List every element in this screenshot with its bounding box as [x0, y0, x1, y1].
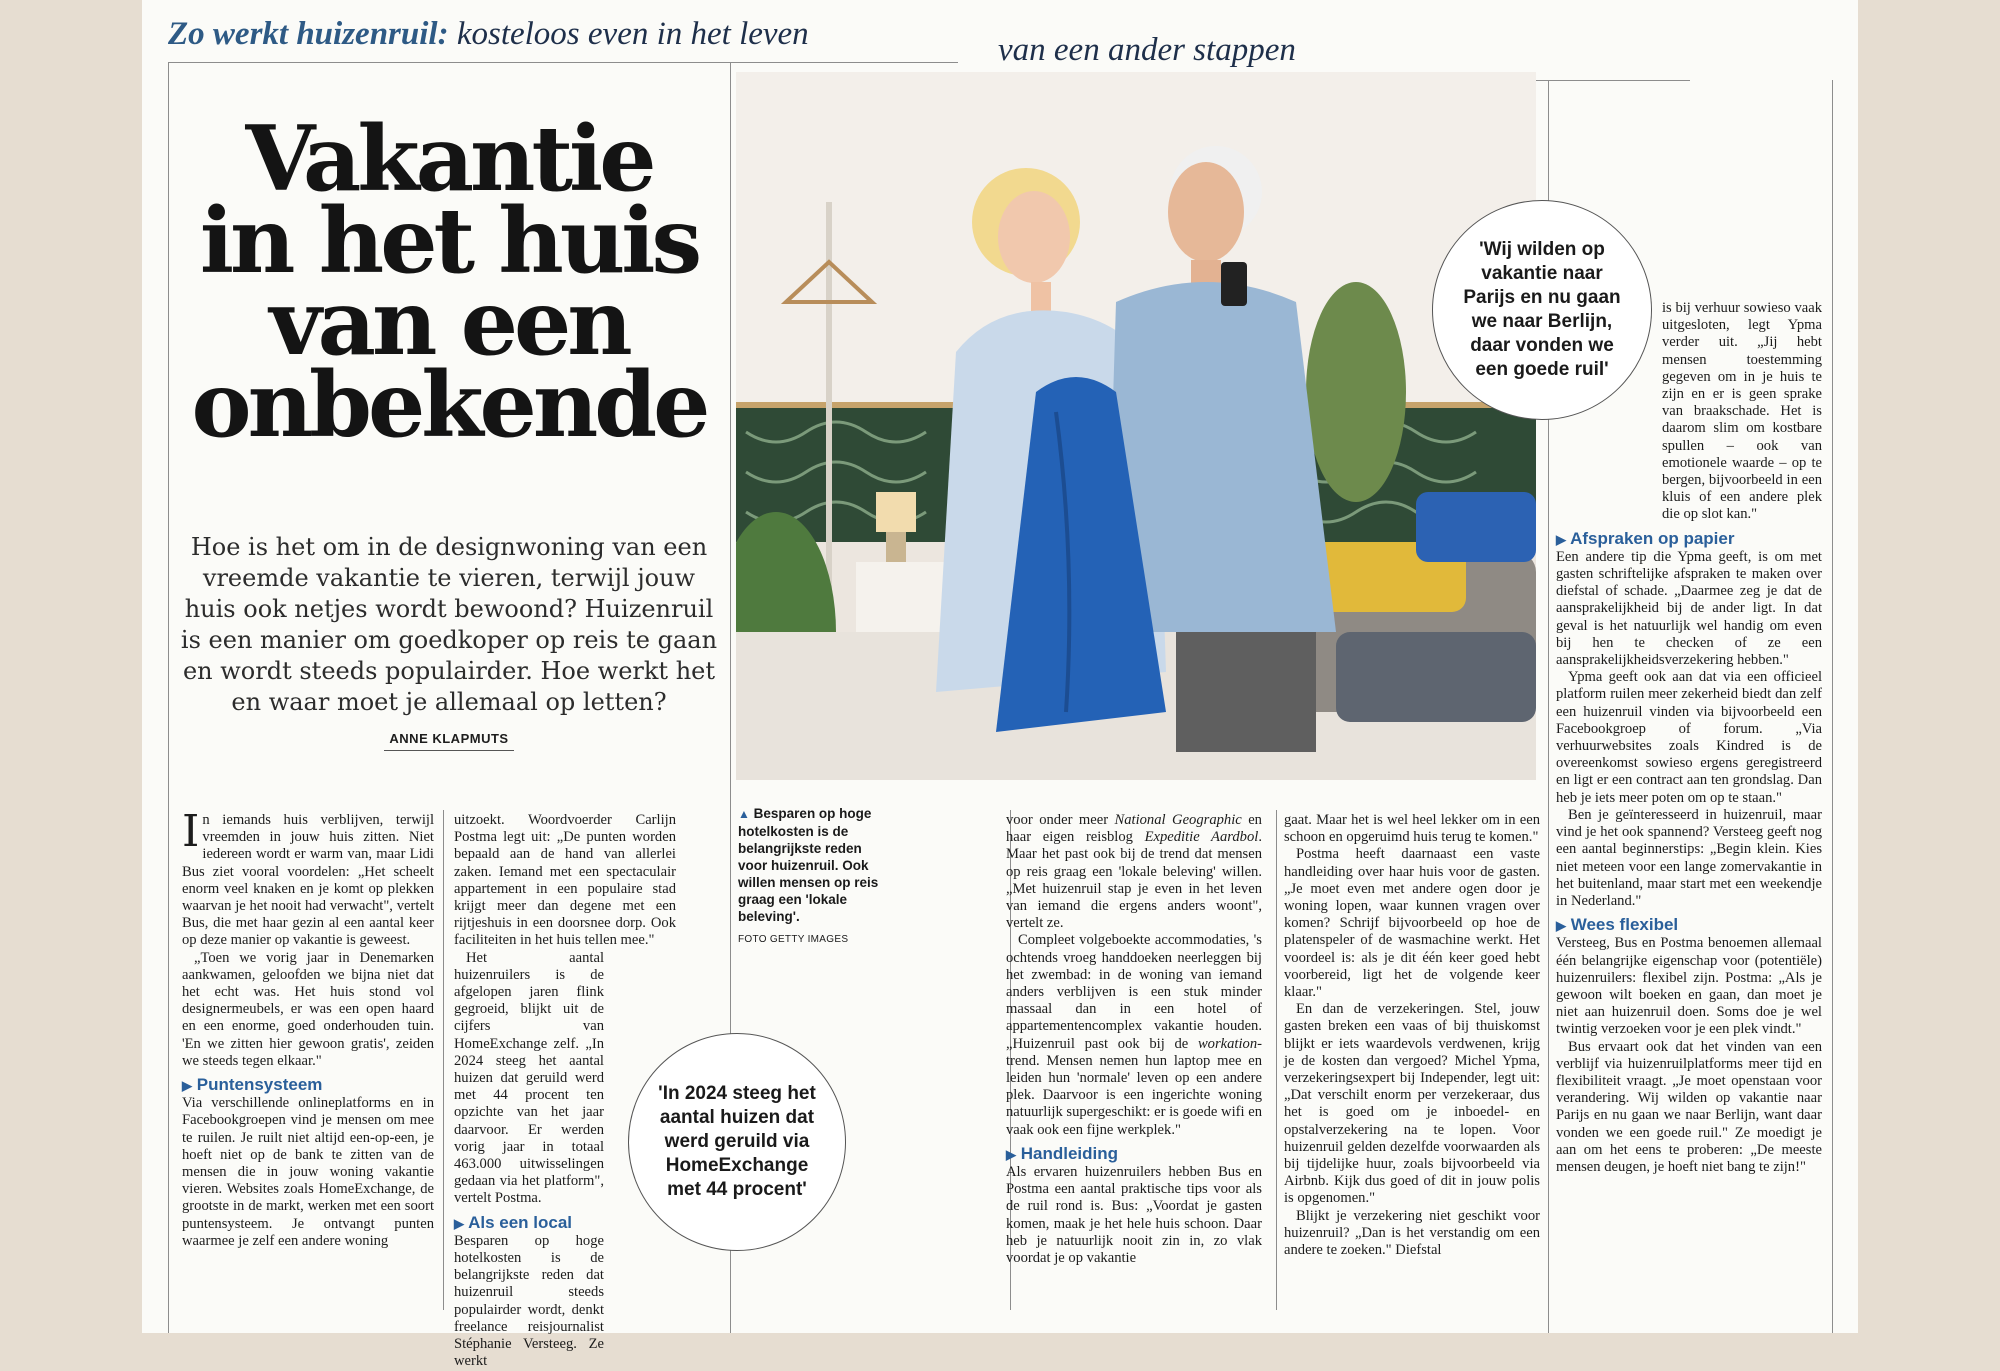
col4-paragraph-2: Postma heeft daarnaast een vaste handleiding over haar huis voor de gasten. „Je moet even met andere ogen door je woning lopen, waar kunnen vragen over komen? Schrijf bijvoorbeeld op hoe de platenspeler of de wasmachine werkt. Het voordeel is: als je dit één keer goed hebt voorbereid, ligt het de volgende keer klaar." — [1284, 846, 1540, 1001]
pull-quote-2-text: 'In 2024 steeg het aantal huizen dat werd geruild via HomeExchange met 44 procent' — [658, 1083, 816, 1200]
text-column-4 — [1284, 812, 1540, 1259]
col3-p2-part-b: -trend. Mensen nemen hun laptop mee en leiden hun 'normale' leven op een andere plek. Daarvoor is een ingerichte woning natuurlijk supergeschikt: er is goede wifi en vaak ook een fijne werkplek." — [1006, 1035, 1262, 1138]
article-photo — [736, 72, 1536, 780]
headline — [176, 106, 722, 458]
top-rule-left — [168, 62, 958, 63]
kicker-continued: van een ander stappen — [998, 32, 1296, 68]
col3-paragraph-1 — [1006, 812, 1262, 932]
text-divider-a — [443, 810, 444, 1310]
col4-paragraph-3: En dan de verzekeringen. Stel, jouw gasten breken een vaas of bij thuiskomst blijkt er iets waardevols verdwenen, krijg je de kosten dan vergoed? Michel Ypma, verzekeringsexpert bij Independer, legt uit: „Dat verschilt enorm per verzekeraar, dus het is goed om je inboedel- en opstalverzekering na te lopen. Voor huizenruil gelden dezelfde voorwaarden als bij tijdelijke huur, zoals bijvoorbeeld via Airbnb. Kijk dus goed of dit in jouw polis is opgenomen." — [1284, 1001, 1540, 1207]
col3-p2-emphasis: workation — [1197, 1035, 1258, 1052]
newspaper-page — [142, 0, 1858, 1370]
kicker-rest: kosteloos even in het leven — [448, 16, 809, 52]
text-column-5 — [1556, 300, 1822, 1176]
col1-paragraph-2: „Toen we vorig jaar in Denemarken aankwamen, geloofden we bijna niet dat het echt was. Het huis stond vol designermeubels, er was een open haard en een enorme, goed onderhouden tuin. 'En we zitten hier gewoon gratis', zeiden we steeds tegen elkaar." — [182, 949, 434, 1069]
text-divider-c — [1276, 810, 1277, 1310]
col5-paragraph-6: Bus ervaart ook dat het vinden van een verblijf via huizenruilplatforms meer tijd en flexibiliteit vraagt. „Je moet openstaan voor verandering. Wij wilden op vakantie naar Parijs en nu gaan we naar Berlijn, want daar vonden we een goede ruil." Ze moedigt je aan om het eens te proberen: „De meeste mensen deugen, je hoeft niet bang te zijn!" — [1556, 1038, 1822, 1175]
subhead-triangle-icon: ▶ — [1006, 1146, 1016, 1162]
headline-line-1: Vakantie — [245, 106, 653, 212]
col2-paragraph-2: Het aantal huizenruilers is de afgelopen jaren flink gegroeid, blijkt uit de cijfers van HomeExchange zelf. „In 2024 steeg het aantal huizen dat geruild werd met 44 procent ten opzichte van het jaar daarvoor. Er werden vorig jaar in totaal 463.000 uitwisselingen gedaan via het platform", vertelt Postma. — [454, 949, 604, 1207]
col2-paragraph-3: Besparen op hoge hotelkosten is de belangrijkste reden dat huizenruil steeds populairder wordt, denkt freelance reisjournalist Stéphanie Versteeg. Ze werkt — [454, 1232, 604, 1370]
col5-paragraph-1: is bij verhuur sowieso vaak uitgesloten, legt Ypma verder uit. „Jij hebt mensen toestemming gegeven om in je huis te zijn en er is geen sprake van braakschade. Het is daarom slim om kostbare spullen – ook van emotionele waarde – op te bergen, bijvoorbeeld in een kluis of een andere plek die op slot kan." — [1662, 300, 1822, 523]
headline-line-3: van een — [269, 270, 629, 376]
subhead-triangle-icon: ▶ — [1556, 531, 1566, 547]
col1-paragraph-1: n iemands huis verblijven, terwijl vreemden in jouw huis zitten. Niet iedereen wordt er warm van, maar Lidi Bus ziet vooral voordelen: „Het scheelt enorm veel knaken en je komt op plekken waarvan je het nooit had verwacht", vertelt Bus, die met haar gezin al een aantal keer op deze manier op vakantie is geweest. — [182, 812, 434, 949]
col5-paragraph-3: Ypma geeft ook aan dat via een officieel platform ruilen meer zekerheid biedt dan zelf een huizenruil vinden via bijvoorbeeld een Facebookgroep of forum. „Via verhuurwebsites zoals Kindred is de overeenkomst sowieso ergens geregistreerd en ligt er een contract aan ten grondslag. Dan heb je iets meer poten om op te staan." — [1556, 669, 1822, 806]
col2-paragraph-1: uitzoekt. Woordvoerder Carlijn Postma legt uit: „De punten worden bepaald aan de hand van allerlei zaken. Iemand met een spectaculair appartement in een populaire stad krijgt meer dan degene met een rijtjeshuis in een doorsnee dorp. Ook faciliteiten in het huis tellen mee." — [454, 812, 676, 949]
caption-triangle-icon: ▲ — [738, 807, 750, 821]
drop-cap: I — [182, 806, 200, 857]
col3-p1-part-c: . Maar het past ook bij de trend dat mensen op reis graag een 'lokale beleving' willen. „Met huizenruil stap je even in het leven van iemand die ergens anders woont", vertelt ze. — [1006, 829, 1262, 932]
col3-p2-part-a: Compleet volgeboekte accommodaties, 's ochtends vroeg handdoeken neerleggen bij het zwembad: in de woning van iemand anders verblijven is een stuk minder massaal dan in een hotel of appartementencomplex vakantie houden. „Huizenruil past ook bij de — [1006, 932, 1262, 1052]
kicker — [168, 16, 809, 53]
col3-p1-emphasis-2: Expeditie Aardbol — [1144, 829, 1259, 846]
col4-paragraph-4: Blijkt je verzekering niet geschikt voor huizenruil? „Dan is het verstandig om een andere te zoeken." Diefstal — [1284, 1207, 1540, 1259]
photo-credit: FOTO GETTY IMAGES — [738, 934, 849, 945]
subhead-puntensysteem-text: Puntensysteem — [196, 1075, 323, 1095]
col3-p1-part-b: en haar eigen reisblog — [1006, 812, 1262, 846]
byline: ANNE KLAPMUTS — [384, 731, 514, 751]
subhead-triangle-icon: ▶ — [454, 1215, 464, 1231]
col3-p1-emphasis-1: National Geographic — [1114, 812, 1242, 828]
col5-paragraph-4: Ben je geïnteresseerd in huizenruil, maar vind je het ook spannend? Versteeg geeft nog een aantal beginnerstips: „Begin klein. Kies niet meteen voor een lange zomervakantie in het buitenland, maar start met een weekendje in Nederland." — [1556, 806, 1822, 909]
subhead-puntensysteem — [182, 1076, 434, 1094]
subhead-triangle-icon: ▶ — [182, 1078, 192, 1094]
kicker-bold: Zo werkt huizenruil: — [168, 16, 449, 52]
intro-text: Hoe is het om in de designwoning van een vreemde vakantie te vieren, terwijl jouw huis ook netjes wordt bewoond? Huizenruil is een manier om goedkoper op reis te gaan en wordt steeds populairder. Hoe werkt het en waar moet je allemaal op letten? — [180, 533, 718, 716]
subhead-handleiding-text: Handleiding — [1020, 1143, 1119, 1163]
col5-paragraph-5: Versteeg, Bus en Postma benoemen allemaal één belangrijke eigenschap voor (potentiële) huizenruilers: flexibel zijn. Postma: „Als je gewoon wilt boeken en gaan, dan moet je niet aan huizenruil doen. Soms doe je wel twintig verzoeken voor je een plek vindt." — [1556, 935, 1822, 1038]
subhead-afspraken-text: Afspraken op papier — [1570, 528, 1735, 548]
text-column-2 — [454, 812, 676, 1371]
pull-quote-1-text: 'Wij wilden op vakantie naar Parijs en nu gaan we naar Berlijn, daar vonden we een goede ruil' — [1463, 239, 1621, 380]
photo-illustration — [736, 72, 1536, 780]
caption-text: Besparen op hoge hotelkosten is de belangrijkste reden voor huizenruil. Ook willen mensen op reis graag een 'lokale beleving'. — [738, 806, 879, 924]
subhead-als-een-local — [454, 1214, 676, 1232]
photo-caption — [738, 805, 888, 948]
headline-line-2: in het huis — [199, 188, 699, 294]
col1-paragraph-3: Via verschillende onlineplatforms en in Facebookgroepen vind je mensen om mee te ruilen. Je ruilt niet altijd een-op-een, je hoeft niet op de bank te zitten van de mensen die in jouw woning vakantie vieren. Websites zoals HomeExchange, de grootste in de markt, werken met een soort puntensysteem. Je ontvangt punten waarmee je zelf een andere woning — [182, 1095, 434, 1249]
col5-paragraph-2: Een andere tip die Ypma geeft, is om met gasten schriftelijke afspraken te maken over diefstal of schade. „Daarmee zeg je dat de aansprakelijkheid bij de ander ligt. In dat geval is het natuurlijk wel handig om even bij hen te checken of ze een aansprakelijkheidsverzekering hebben." — [1556, 548, 1822, 669]
headline-line-4: onbekende — [191, 352, 707, 458]
text-column-1 — [182, 806, 434, 1250]
col3-paragraph-3: Als ervaren huizenruilers hebben Bus en Postma een aantal praktische tips voor als de ruil rond is. Bus: „Voordat je gasten komen, maak je het hele huis schoon. Daar heb je natuurlijk nooit zin in, zo vlak voordat je op vakantie — [1006, 1164, 1262, 1267]
subhead-als-een-local-text: Als een local — [468, 1212, 573, 1232]
text-column-3 — [1006, 812, 1262, 1267]
subhead-handleiding — [1006, 1145, 1262, 1163]
subhead-wees-flexibel-text: Wees flexibel — [1570, 915, 1679, 935]
subhead-afspraken-op-papier — [1556, 530, 1822, 548]
col4-paragraph-1: gaat. Maar het is wel heel lekker om in een schoon en opgeruimd huis terug te komen." — [1284, 812, 1540, 846]
subhead-wees-flexibel — [1556, 916, 1822, 934]
left-frame-rule — [168, 62, 169, 1333]
right-frame-rule — [1832, 80, 1833, 1333]
col3-p1-part-a: voor onder meer — [1006, 812, 1115, 828]
col3-paragraph-2 — [1006, 932, 1262, 1138]
subhead-triangle-icon: ▶ — [1556, 918, 1566, 934]
